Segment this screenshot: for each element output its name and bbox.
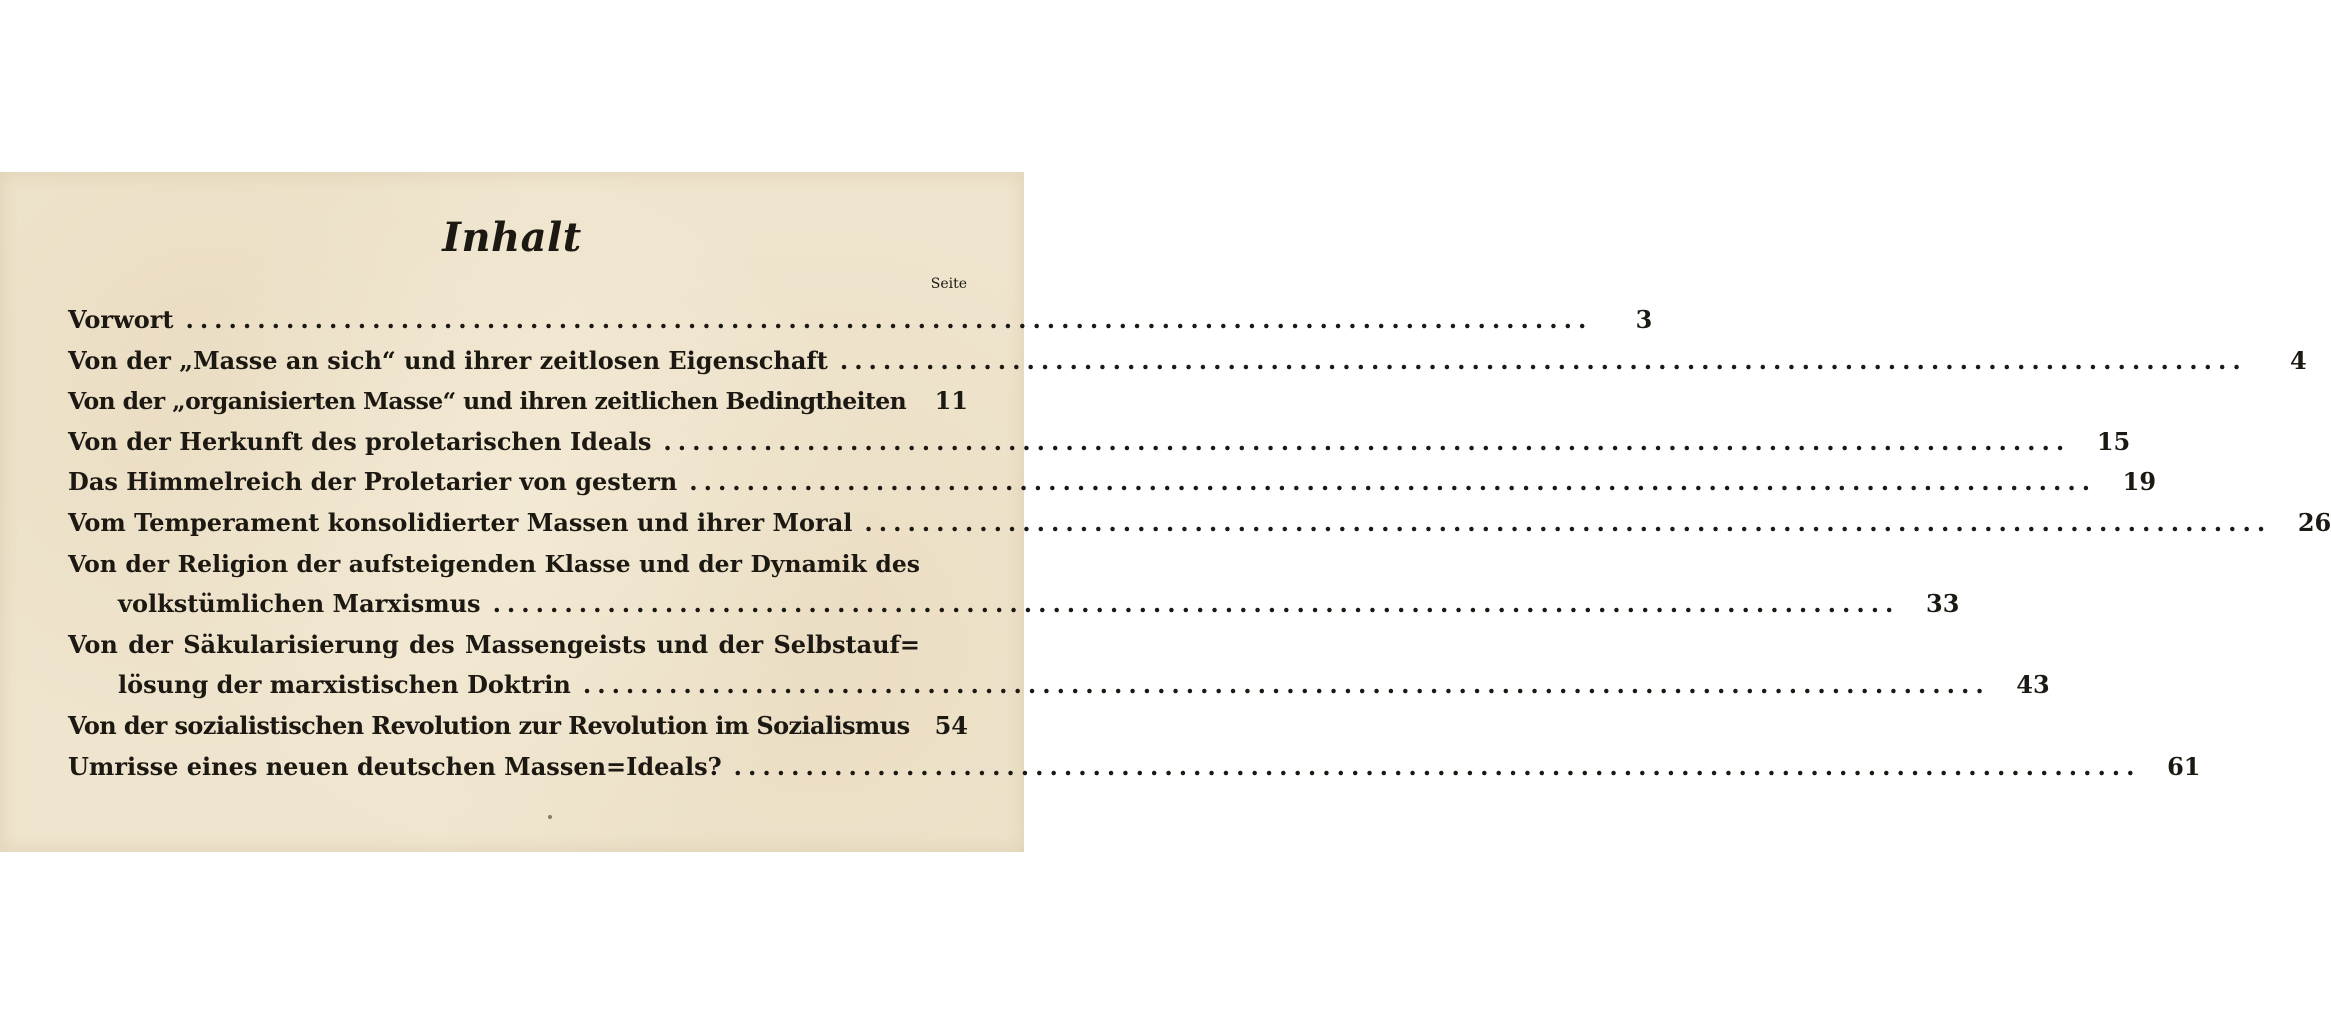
dot-leader: ..................................................................................................	[185, 305, 1593, 334]
toc-entry	[68, 381, 968, 422]
toc-entry	[68, 665, 2050, 706]
toc-entry	[68, 300, 1653, 341]
page-column-label: Seite	[930, 276, 967, 292]
dot-leader: ..................................................................................................	[663, 426, 2071, 456]
toc-entry-title: Umrisse eines neuen deutschen Massen=Ideals?	[68, 751, 722, 781]
dot-leader: ..................................................................................................	[733, 751, 2141, 781]
toc-entry-title: Von der Säkularisierung des Massengeists und der Selbstauf=	[68, 629, 920, 659]
toc-entry-page: 4	[2289, 345, 2307, 375]
toc-entry-page: 15	[2096, 426, 2131, 456]
toc-entry-title: Von der sozialistischen Revolution zur Revolution im Sozialismus	[68, 710, 910, 740]
dot-leader: ..................................................................................................	[839, 345, 2247, 375]
toc-entry-page: 54	[934, 710, 968, 740]
toc-entry-title: Von der „Masse an sich“ und ihrer zeitlosen Eigenschaft	[68, 345, 828, 375]
book-page	[0, 172, 2331, 852]
toc-entry	[68, 584, 1960, 625]
toc-entry-first-line	[68, 625, 968, 666]
toc-entry	[68, 341, 2307, 382]
toc-entry-title-continued: lösung der marxistischen Doktrin	[118, 670, 571, 700]
toc-entry-page: 11	[934, 386, 968, 416]
toc-entry-title-continued: volkstümlichen Marxismus	[118, 589, 481, 619]
dot-leader: ..................................................................................................	[492, 589, 1900, 619]
toc-entry-title: Vorwort	[68, 305, 174, 334]
toc-entry-title: Von der „organisierten Masse“ und ihren zeitlichen Bedingtheiten	[68, 387, 907, 416]
toc-list	[68, 300, 2331, 787]
page-title: Inhalt	[442, 214, 582, 261]
toc-entry-title: Das Himmelreich der Proletarier von gestern	[68, 467, 678, 497]
toc-entry	[68, 747, 2201, 788]
toc-entry-title: Von der Herkunft des proletarischen Ideals	[68, 426, 652, 456]
toc-entry-page: 3	[1635, 305, 1653, 334]
toc-entry	[68, 706, 968, 747]
paper-speck	[548, 815, 552, 819]
toc-entry-title: Vom Temperament konsolidierter Massen und ihrer Moral	[68, 507, 853, 537]
toc-entry-page: 61	[2167, 751, 2201, 781]
toc-entry-title: Von der Religion der aufsteigenden Klasse und der Dynamik des	[68, 549, 920, 578]
dot-leader: ..................................................................................................	[689, 467, 2097, 497]
toc-entry-page: 19	[2122, 467, 2157, 497]
toc-entry	[68, 462, 2157, 503]
toc-entry-first-line	[68, 544, 968, 585]
dot-leader: ..................................................................................................	[582, 670, 1990, 700]
toc-entry-page: 33	[1926, 589, 1960, 619]
toc-entry-page: 43	[2016, 670, 2050, 700]
toc-entry	[68, 422, 2131, 463]
dot-leader: ..................................................................................................	[864, 507, 2272, 537]
toc-entry-page: 26	[2297, 507, 2331, 537]
toc-entry	[68, 503, 2331, 544]
